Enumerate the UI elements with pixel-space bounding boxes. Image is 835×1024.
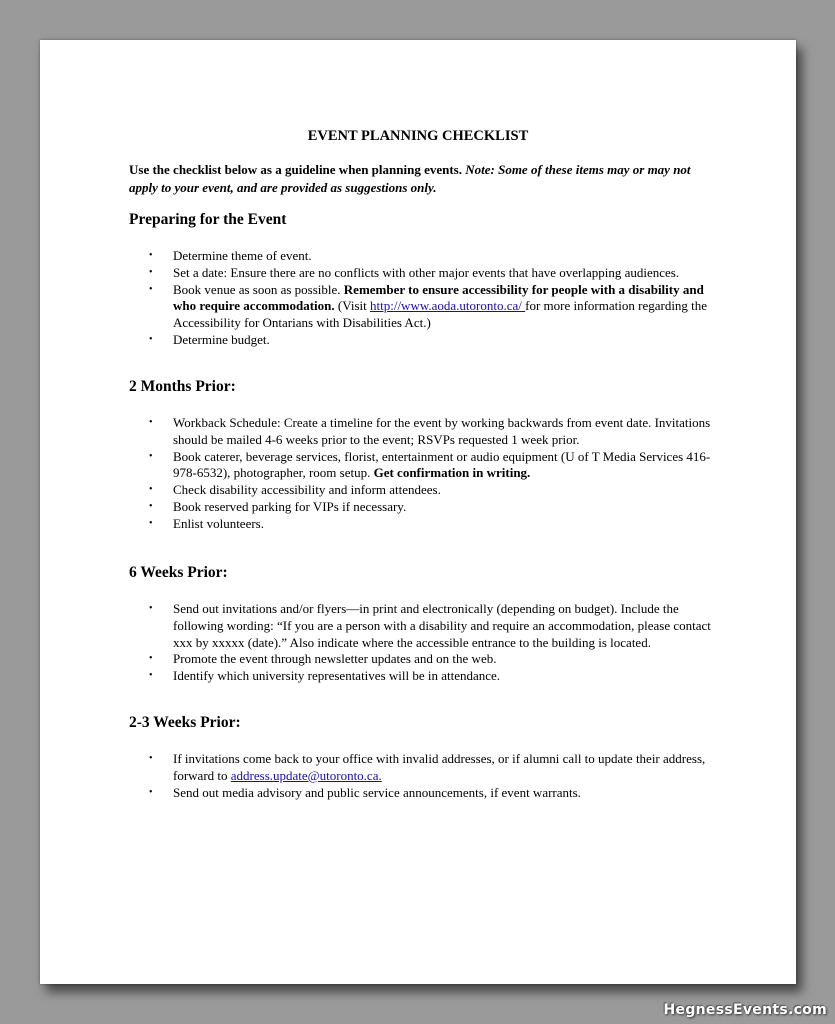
intro-note-text: Note: Some of these items may or may not apply to your event, and are provided as suggestions only.: [129, 162, 691, 195]
intro-paragraph: [129, 161, 719, 197]
section-list-6-weeks: [149, 601, 719, 685]
bullet-icon: •: [149, 484, 153, 496]
bullet-icon: •: [149, 500, 153, 512]
bullet-icon: •: [149, 450, 153, 462]
email-link[interactable]: address.update@utoronto.ca.: [230, 767, 382, 783]
bullet-icon: •: [149, 266, 153, 278]
section-heading-preparing: Preparing for the Event: [129, 211, 287, 228]
bullet-icon: •: [149, 753, 153, 764]
bullet-icon: •: [149, 517, 153, 529]
bullet-icon: •: [149, 603, 153, 614]
bullet-icon: •: [149, 250, 153, 261]
list-item: • Promote the event through newsletter updates and on the web.: [149, 651, 497, 667]
list-item: • Book reserved parking for VIPs if necessary.: [149, 498, 407, 514]
section-list-2-months: [149, 415, 719, 533]
list-item: • Check disability accessibility and inform attendees.: [149, 482, 441, 498]
section-heading-2-months: 2 Months Prior:: [129, 378, 236, 395]
list-item: • Enlist volunteers.: [149, 515, 264, 531]
list-item: • If invitations come back to your office with invalid addresses, or if alumni call to update their address, forward to address.update@utoronto.ca.: [149, 751, 706, 783]
aoda-link[interactable]: http://www.aoda.utoronto.ca/: [370, 298, 526, 314]
bullet-icon: •: [149, 283, 153, 295]
list-item: • Send out media advisory and public service announcements, if event warrants.: [149, 784, 581, 800]
intro-bold-text: Use the checklist below as a guideline when planning events.: [129, 162, 462, 177]
page-title: EVENT PLANNING CHECKLIST: [307, 128, 529, 144]
list-item: • Determine theme of event.: [149, 248, 312, 263]
document-page: [40, 40, 796, 984]
bullet-icon: •: [149, 417, 153, 428]
list-item: • Determine budget.: [149, 331, 270, 347]
section-list-preparing: [149, 248, 719, 349]
bullet-icon: •: [149, 786, 153, 798]
section-list-2-3-weeks: [149, 751, 719, 801]
list-item: • Book venue as soon as possible. Remember to ensure accessibility for people with a disability and who require accommodation. (Visit http://www.aoda.utoronto.ca/ for more information regarding the Accessibility for Ontarians with Disabilities Act.): [149, 281, 708, 331]
section-heading-2-3-weeks: 2-3 Weeks Prior:: [129, 714, 241, 731]
list-item: • Workback Schedule: Create a timeline for the event by working backwards from event date. Invitations should be mailed 4-6 weeks prior to the event; RSVPs requested 1 week prior.: [149, 415, 711, 447]
watermark-text: HegnessEvents.com: [663, 1002, 827, 1018]
list-item: • Set a date: Ensure there are no conflicts with other major events that have overlapping audiences.: [149, 264, 680, 280]
bullet-icon: •: [149, 670, 153, 682]
bullet-icon: •: [149, 653, 153, 665]
list-item: • Identify which university representatives will be in attendance.: [149, 668, 501, 684]
bullet-icon: •: [149, 333, 153, 345]
section-heading-6-weeks: 6 Weeks Prior:: [129, 564, 228, 581]
list-item: • Send out invitations and/or flyers—in print and electronically (depending on budget). Include the following wording: “If you are a person with a disability and require an accommodation, please contact xxx by xxxxx (date).” Also indicate where the accessible entrance to the building is located.: [149, 601, 711, 650]
list-item: • Book caterer, beverage services, florist, entertainment or audio equipment (U of T Media Services 416-978-6532), photographer, room setup. Get confirmation in writing.: [149, 448, 711, 481]
